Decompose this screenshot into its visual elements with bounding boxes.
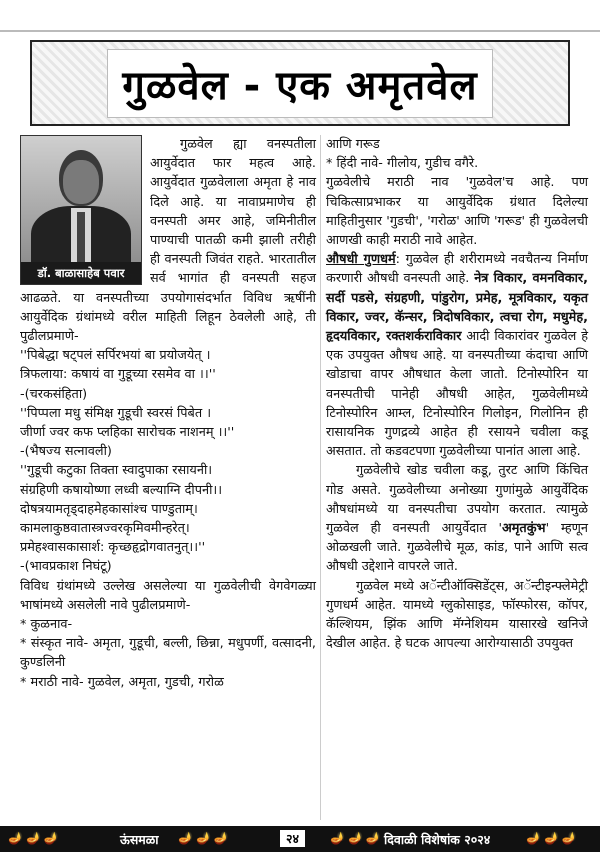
lamp-icon: 🪔🪔🪔 (178, 831, 232, 845)
verse-line: कामलाकुष्ठवातास्त्रज्वरकृमिवमीन्हरेत्। (20, 521, 190, 537)
magazine-name: ऊंसमळा (120, 832, 159, 847)
verse-source: -(भैषज्य सत्नावली) (20, 444, 112, 460)
continued-text: आणि गरूड (326, 137, 380, 152)
section-heading: औषधी गुणधर्म (326, 252, 396, 268)
verse-source: -(भावप्रकाश निघंटू) (20, 559, 112, 575)
lamp-icon: 🪔🪔🪔 (330, 831, 384, 845)
top-rule (0, 30, 600, 32)
names-intro-paragraph: विविध ग्रंथांमध्ये उल्लेख असलेल्या या गुळवेलीची वेगवेगळ्या भाषांमध्ये असलेली नावे पुढीलप्रमाणे- (20, 578, 316, 613)
author-photo (21, 136, 141, 262)
list-item: * हिंदी नावे- गीलोय, गुडीच वगैरे. (326, 156, 479, 172)
title-banner (30, 40, 570, 126)
verse-line: जीर्णा ज्वर कफ प्लहिका सारोचक नाशनम् ।।'' (20, 425, 235, 441)
verse-line: ''पिबेद्धा षट्पलं सर्पिरभयां बा प्रयोजयेत् । (20, 348, 211, 364)
verse-line: ''पिप्पला मधु संमिक्ष गुडूची स्वरसं पिबेत । (20, 405, 212, 421)
verse-line: त्रिफलाया: कषायं वा गुडूच्या रसमेव वा ।।'' (20, 367, 216, 383)
column-divider (320, 135, 321, 820)
page-footer (0, 826, 600, 852)
medicinal-properties-paragraph: औषधी गुणधर्म: गुळवेल ही शरीरामध्ये नवचैतन्य निर्माण करणारी औषधी वनस्पती आहे. नेत्र विकार, वमनविकार, सर्दी पडसे, संग्रहणी, पांडुरोग, प्रमेह, मूत्रविकार, यकृत विकार, ज्वर, कॅन्सर, त्रिदोषविकार, त्वचा रोग, मधुमेह, हृदयविकार, रक्तशर्कराविकार आदी विकारांवर गुळवेल हे एक उपयुक्त औषध आहे. या वनस्पतीच्या कंदाचा आणि खोडाचा वापर औषधात केला जातो. टिनोस्पोरिन या वनस्पतीची पानेही औषधी आहेत, गुळवेलीमध्ये टिनोस्पोरिन आम्ल, टिनोस्पोरिन गिलोइन, गिलोनिन ही रासायनिक गुणद्रव्ये आहेत ही रसायने चवीला कडू असतात. तो कडवटपणा गुळवेलीच्या पानांत आला आहे. (326, 252, 589, 460)
author-caption: डॉ. बाळासाहेब पवार (21, 262, 141, 284)
verse-line: संग्रहिणी कषायोष्णा लध्वी बल्याग्नि दीपनी।। (20, 482, 223, 498)
list-item: * संस्कृत नावे- अमृता, गुडूची, बल्ली, छिन्ना, मधुपर्णी, वत्सादनी, कुण्डलिनी (20, 636, 316, 671)
right-column (326, 135, 588, 653)
disease-list: नेत्र विकार, वमनविकार, सर्दी पडसे, संग्रहणी, पांडुरोग, प्रमेह, मूत्रविकार, यकृत विकार, ज्वर, कॅन्सर, त्रिदोषविकार, त्वचा रोग, मधुमेह, हृदयविकार, रक्तशर्कराविकार (326, 271, 588, 345)
lamp-icon: 🪔🪔🪔 (8, 831, 62, 845)
article-title: गुळवेल - एक अमृतवेल (107, 49, 492, 118)
issue-title: दिवाळी विशेषांक २०२४ (384, 832, 491, 847)
verse-line: प्रमेहश्वासकासार्श: कृच्छहृद्रोगवातनुत्।।'' (20, 540, 206, 556)
verse-line: दोषत्रयामतृड्दाहमेहकासांश्च पाण्डुताम्। (20, 501, 198, 517)
verse-source: -(चरकसंहिता) (20, 386, 88, 402)
author-photo-frame (20, 135, 142, 285)
lamp-icon: 🪔🪔🪔 (526, 831, 580, 845)
minerals-paragraph: गुळवेल मध्ये अॅन्टीऑक्सिडेंट्स, अॅन्टीइन्फ्लेमेट्री गुणधर्म आहेत. यामध्ये ग्लुकोसाइड, फॉस्फोरस, कॉपर, कॅल्शियम, झिंक आणि मॅग्नेशियम यासारखे खनिजे देखील आहेत. हे घटक आपल्या आरोग्यासाठी उपयुक्त (326, 578, 588, 652)
left-column (20, 135, 316, 692)
page-number: २४ (280, 830, 305, 847)
intro-paragraph: गुळवेल ह्या वनस्पतीला आयुर्वेदात फार महत्व आहे. आयुर्वेदात गुळवेलाला अमृता हे नाव दिले आहे. या नावाप्रमाणेच ही वनस्पती अमर आहे, जमिनीतील पाण्याची पातळी कमी झाली तरीही ही वनस्पती जिवंत राहते. भारतातील सर्व भागांत ही वनस्पती सहज आढळते. या वनस्पतीच्या उपयोगासंदर्भात विविध ऋषींनी आयुर्वेदिक ग्रंथांमध्ये वरील माहिती लिहून ठेवलेली आहे, ती पुढीलप्रमाणे- (20, 137, 316, 345)
stem-paragraph: गुळवेलीचे खोड चवीला कडू, तुरट आणि किंचित गोड असते. गुळवेलीच्या अनोख्या गुणांमुळे आयुर्वेदिक औषधांमध्ये या वनस्पतीचा उपयोग करतात. त्यामुळे गुळवेल ही वनस्पती आयुर्वेदात 'अमृतकुंभ' म्हणून ओळखली जाते. गुळवेलीचे मूळ, कांड, पाने आणि सत्व औषधी उद्देशाने वापरले जाते. (326, 463, 588, 575)
amrutkumbh-term: अमृतकुंभ (502, 521, 546, 537)
list-item: * कुळनाव- (20, 617, 73, 633)
list-item: * मराठी नावे- गुळवेल, अमृता, गुडची, गरोळ (20, 674, 224, 690)
verse-line: ''गुडूची कटुका तिक्ता स्वादुपाका रसायनी। (20, 463, 213, 479)
marathi-name-paragraph: गुळवेलीचे मराठी नाव 'गुळवेल'च आहे. पण चिकित्साप्रभाकर या आयुर्वेदिक ग्रंथात दिलेल्या माहितीनुसार 'गुडची', 'गरोळ' आणि 'गरूड' ही गुळवेलची आणखी काही मराठी नावे आहेत. (326, 175, 588, 249)
